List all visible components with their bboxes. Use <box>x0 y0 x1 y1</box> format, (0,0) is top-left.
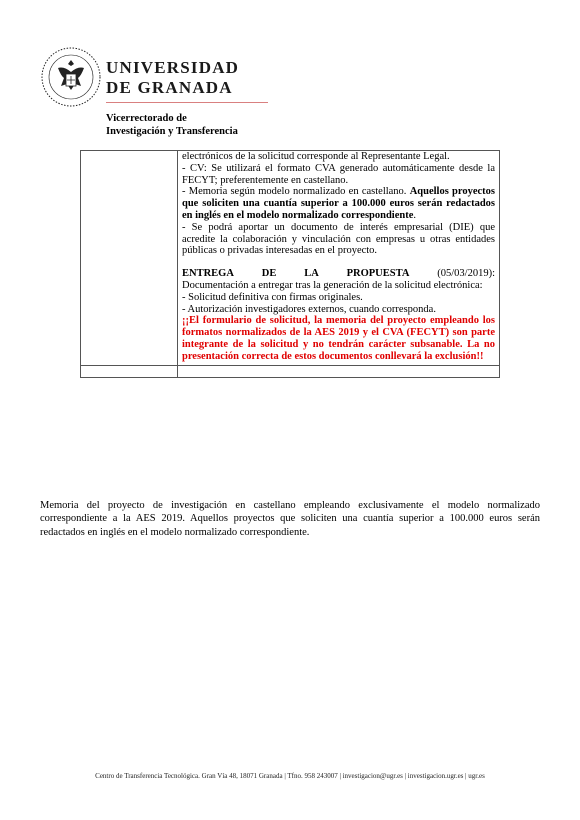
table-row <box>81 151 500 366</box>
exclusion-warning: ¡¡El formulario de solicitud, la memoria del proyecto empleando los formatos normalizados de la AES 2019 y el CVA (FECYT) son parte integrante de la solicitud y no tendrán carácter subsanable. La no presentación correcta de estos documentos conllevará la exclusión!! <box>182 315 495 362</box>
body-paragraph: Memoria del proyecto de investigación en castellano empleando exclusivamente el modelo normalizado correspondiente a la AES 2019. Aquellos proyectos que soliciten una cuantía superior a 100.000 euros serán redactados en inglés en el modelo normalizado correspondiente. <box>40 499 540 538</box>
entrega-date: (05/03/2019): <box>437 268 495 280</box>
vicerrectorado-heading <box>106 112 238 138</box>
memoria-bold: Aquellos proyectos que soliciten una cuantía superior a 100.000 euros serán redactados en inglés en el modelo normalizado correspondiente <box>182 186 495 221</box>
table-cell-empty <box>81 365 178 377</box>
entrega-heading <box>182 268 495 280</box>
text-line: electrónicos de la solicitud corresponde al Representante Legal. <box>182 151 450 162</box>
table-cell-label <box>81 151 178 366</box>
vice-line2: Investigación y Transferencia <box>106 126 238 137</box>
entrega-word: PROPUESTA <box>346 268 410 280</box>
table-cell-content <box>178 151 500 366</box>
university-seal-icon <box>40 46 102 108</box>
entrega-word: DE <box>261 268 277 280</box>
logo-divider <box>106 102 268 103</box>
table-cell-empty <box>178 365 500 377</box>
vice-line1: Vicerrectorado de <box>106 113 187 124</box>
spacer <box>182 257 495 268</box>
memoria-line <box>182 186 495 221</box>
entrega-item: - Solicitud definitiva con firmas originales. <box>182 291 363 303</box>
entrega-word: ENTREGA <box>182 268 234 280</box>
memoria-prefix: - Memoria según modelo normalizado en castellano. <box>182 186 410 198</box>
university-logo <box>40 46 260 116</box>
page-footer: Centro de Transferencia Tecnológica. Gran Vía 48, 18071 Granada | Tfno. 958 243007 | investigacion@ugr.es | investigacion.ugr.es | ugr.es <box>95 772 485 780</box>
university-name-line2: DE GRANADA <box>106 78 233 97</box>
entrega-text: Documentación a entregar tras la generación de la solicitud electrónica: <box>182 279 483 291</box>
requirements-table <box>80 150 500 378</box>
entrega-item: - Autorización investigadores externos, cuando corresponda. <box>182 303 436 315</box>
entrega-word: LA <box>304 268 319 280</box>
university-name-line1: UNIVERSIDAD <box>106 58 240 77</box>
table-row <box>81 365 500 377</box>
die-line: - Se podrá aportar un documento de interés empresarial (DIE) que acredite la colaboración y vinculación con empresas u otras entidades públicas o privadas interesadas en el proyecto. <box>182 221 495 257</box>
university-name <box>106 58 239 98</box>
cv-line: - CV: Se utilizará el formato CVA generado automáticamente desde la FECYT; preferentemente en castellano. <box>182 162 495 186</box>
memoria-suffix: . <box>413 209 416 221</box>
